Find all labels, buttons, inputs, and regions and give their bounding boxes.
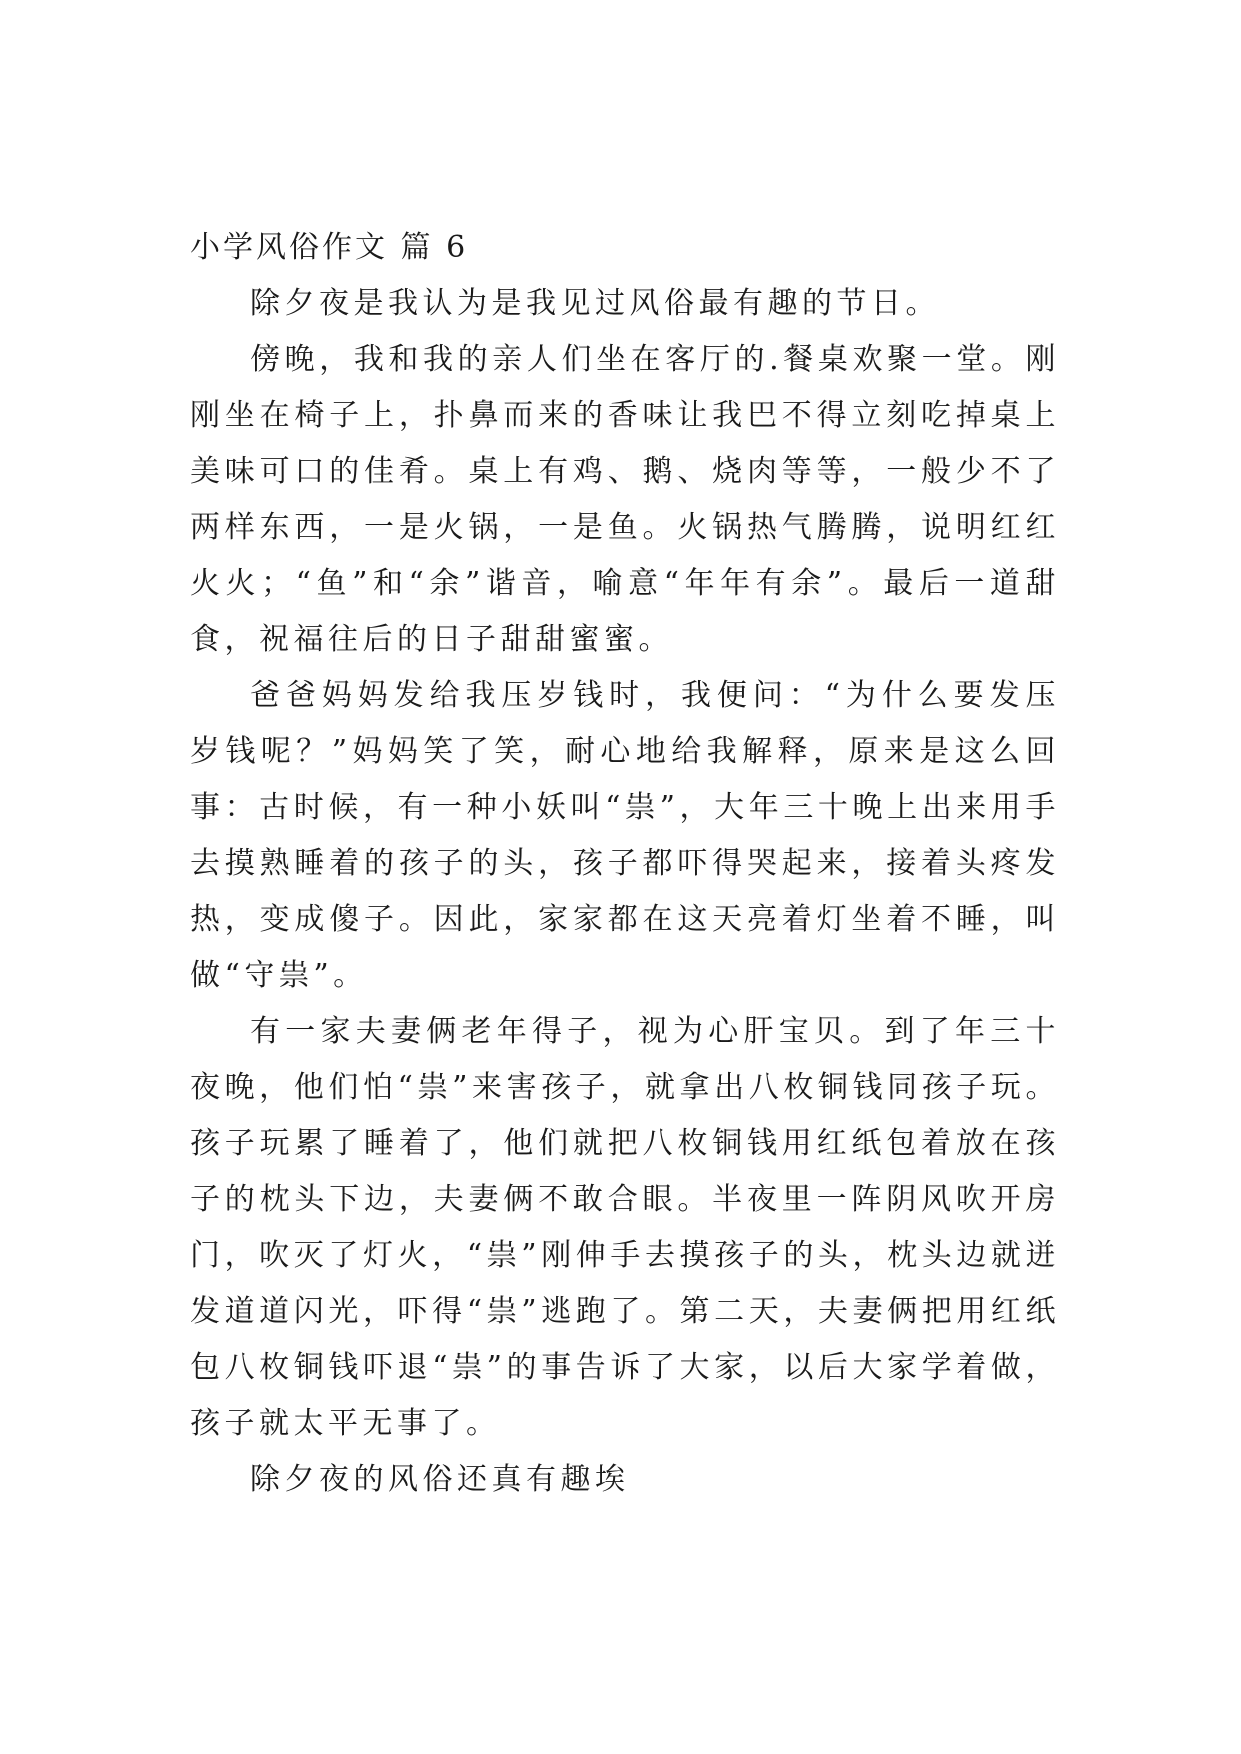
document-title: 小学风俗作文 篇 6 — [190, 230, 469, 265]
paragraph-5: 除夕夜的风俗还真有趣埃 — [250, 1462, 630, 1497]
paragraph-2: 傍晚，我和我的亲人们坐在客厅的.餐桌欢聚一堂。刚刚坐在椅子上，扑鼻而来的香味让我巴不得立刻吃掉桌上美味可口的佳肴。桌上有鸡、鹅、烧肉等等，一般少不了两样东西，一是火锅，一是鱼。火锅热气腾腾，说明红红火火；“鱼”和“余”谐音，喻意“年年有余”。最后一道甜食，祝福往后的日子甜甜蜜蜜。 — [190, 342, 1060, 657]
document-body — [190, 220, 1060, 1508]
paragraph-1: 除夕夜是我认为是我见过风俗最有趣的节日。 — [250, 286, 940, 321]
paragraph-4: 有一家夫妻俩老年得子，视为心肝宝贝。到了年三十夜晚，他们怕“祟”来害孩子，就拿出八枚铜钱同孩子玩。孩子玩累了睡着了，他们就把八枚铜钱用红纸包着放在孩子的枕头下边，夫妻俩不敢合眼。半夜里一阵阴风吹开房门，吹灭了灯火，“祟”刚伸手去摸孩子的头，枕头边就迸发道道闪光，吓得“祟”逃跑了。第二天，夫妻俩把用红纸包八枚铜钱吓退“祟”的事告诉了大家，以后大家学着做，孩子就太平无事了。 — [190, 1014, 1060, 1441]
paragraph-3: 爸爸妈妈发给我压岁钱时，我便问：“为什么要发压岁钱呢？”妈妈笑了笑，耐心地给我解释，原来是这么回事：古时候，有一种小妖叫“祟”，大年三十晚上出来用手去摸熟睡着的孩子的头，孩子都吓得哭起来，接着头疼发热，变成傻子。因此，家家都在这天亮着灯坐着不睡，叫做“守祟”。 — [190, 678, 1060, 993]
